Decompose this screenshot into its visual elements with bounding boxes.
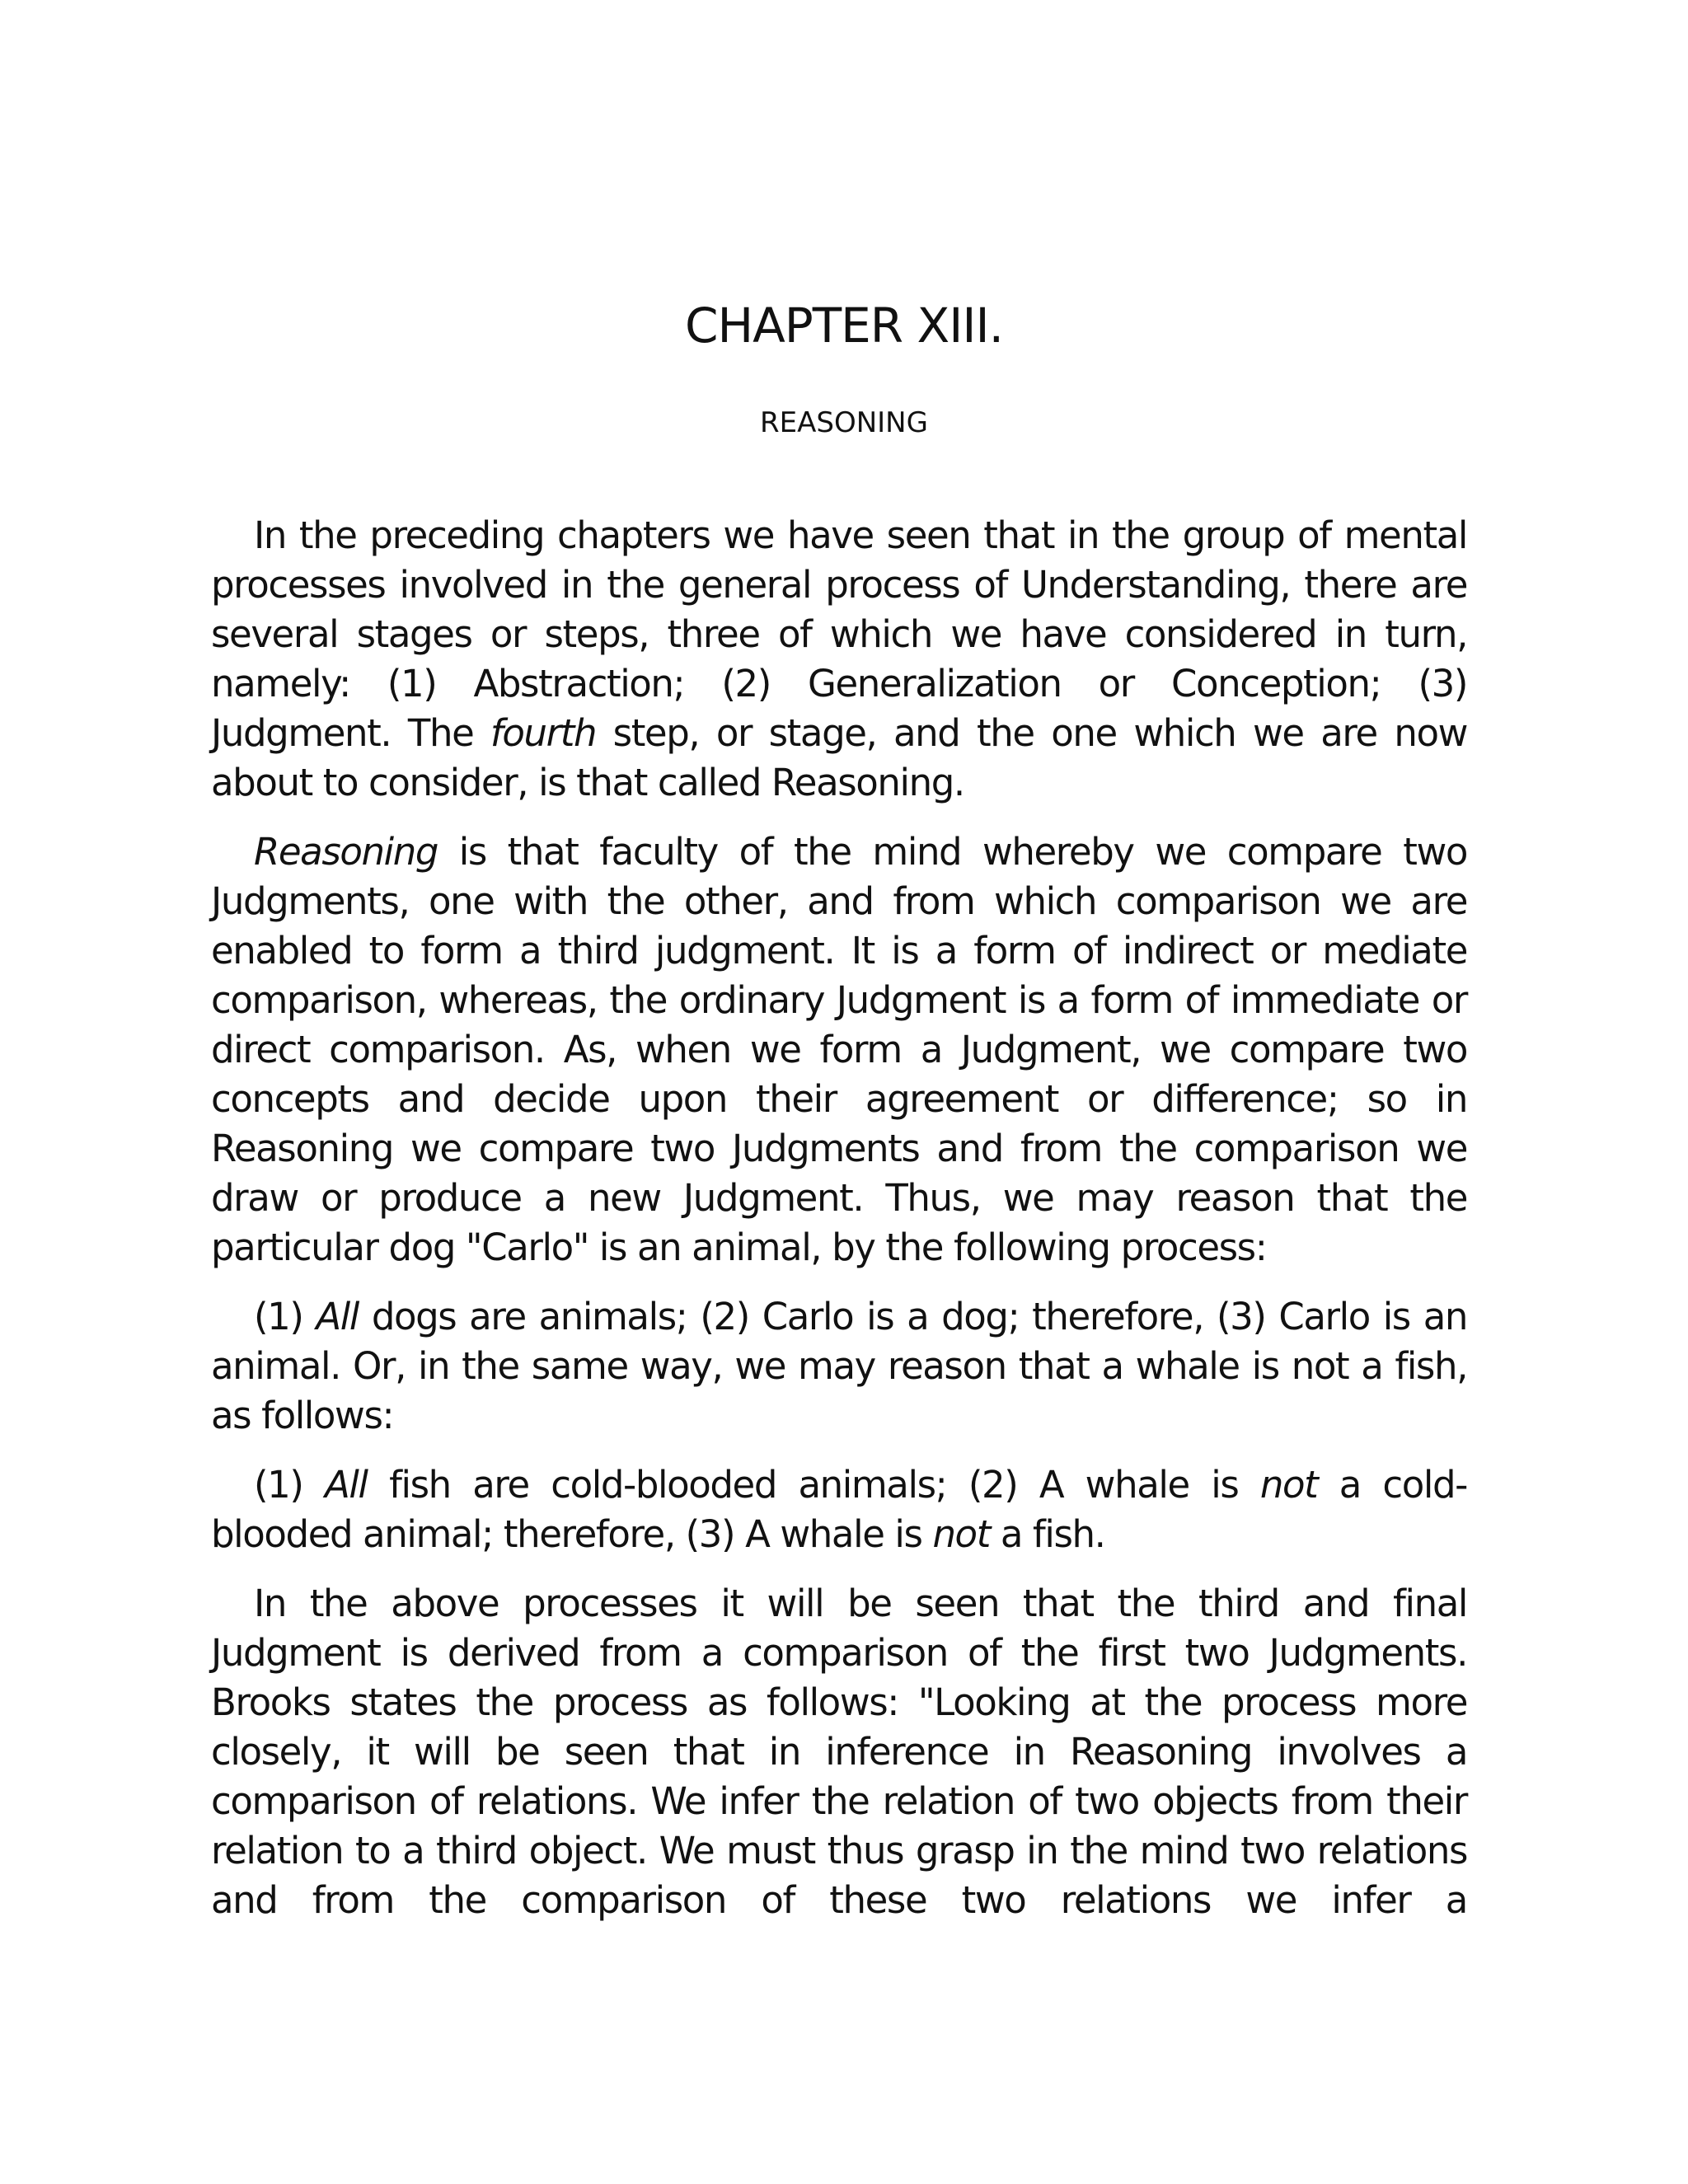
text-run: (1): [254, 1295, 316, 1338]
chapter-subtitle: REASONING: [760, 406, 928, 439]
text-run: a cold-blooded animal; therefore, (3) A whale is: [211, 1463, 1467, 1556]
emphasis-text: All: [325, 1463, 368, 1507]
paragraph: [211, 827, 1467, 1272]
text-run: a fish.: [989, 1512, 1105, 1556]
emphasis-text: All: [316, 1295, 359, 1338]
chapter-body: [211, 511, 1467, 1945]
text-run: fish are cold-blooded animals; (2) A whale is: [367, 1463, 1260, 1507]
paragraph: [211, 1292, 1467, 1441]
chapter-title: CHAPTER XIII.: [684, 298, 1004, 354]
emphasis-text: fourth: [490, 711, 597, 755]
text-run: is that faculty of the mind whereby we compare two Judgments, one with the other, and from which comparison we are enabled to form a third judgment. It is a form of indirect or mediate comparison, whereas, the ordinary Judgment is a form of immediate or direct comparison. As, when we form a Judgment, we compare two concepts and decide upon their agreement or difference; so in Reasoning we compare two Judgments and from the comparison we draw or produce a new Judgment. Thus, we may reason that the particular dog "Carlo" is an animal, by the following process:: [211, 830, 1467, 1269]
text-run: In the preceding chapters we have seen that in the group of mental processes involved in the general process of Understanding, there are several stages or steps, three of which we have considered in turn, namely: (1) Abstraction; (2) Generalization or Conception; (3) Judgment. The: [211, 513, 1467, 755]
text-run: In the above processes it will be seen that the third and final Judgment is derived from a comparison of the first two Judgments. Brooks states the process as follows: "Looking at the process more closely, it will be seen that in inference in Reasoning involves a comparison of relations. We infer the relation of two objects from their relation to a third object. We must thus grasp in the mind two relations and from the comparison of these two relations we infer a: [211, 1582, 1467, 1922]
paragraph: [211, 511, 1467, 808]
text-run: (1): [254, 1463, 326, 1507]
paragraph: [211, 1579, 1467, 1925]
text-run: step, or stage, and the one which we are now about to consider, is that called Reasoning.: [211, 711, 1467, 804]
text-run: dogs are animals; (2) Carlo is a dog; therefore, (3) Carlo is an animal. Or, in the same way, we may reason that a whale is not a fish, as follows:: [211, 1295, 1467, 1437]
emphasis-text: not: [1259, 1463, 1318, 1507]
emphasis-text: not: [932, 1512, 990, 1556]
paragraph: [211, 1460, 1467, 1559]
emphasis-text: Reasoning: [254, 830, 438, 874]
